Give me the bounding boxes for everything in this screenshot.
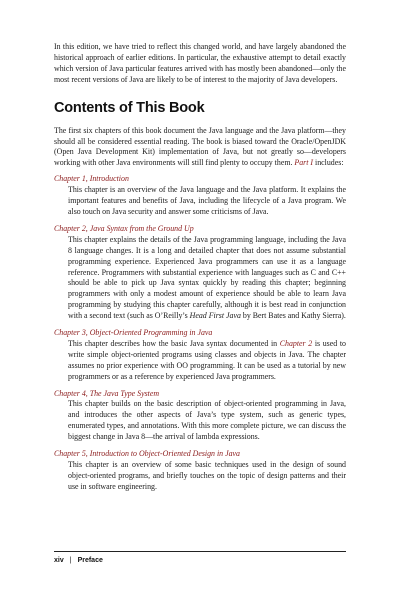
chapter-description: This chapter builds on the basic description of object-oriented programming in Java, and introduces the other aspects of Java’s type system, such as generic types, enumerated types, and annotations. With this more complete picture, we can discuss the biggest change in Java 8—the arrival of lambda expressions. xyxy=(68,399,346,442)
chapter-title-link[interactable]: Chapter 5, Introduction to Object-Oriented Design in Java xyxy=(54,449,240,459)
chapter-cross-reference-link[interactable]: Chapter 2 xyxy=(279,338,313,348)
page-number: xiv xyxy=(54,557,64,564)
lead-paragraph xyxy=(54,126,346,170)
lead-text: The first six chapters of this book document the Java language and the Java platform—they should all be considered essential reading. The book is biased toward the Oracle/OpenJDK (Open Java Development Kit) implementation of Java, but not greatly so—developers working with other Java environments will still find plenty to occupy them. xyxy=(54,125,346,168)
intro-paragraph: In this edition, we have tried to reflect this changed world, and have largely abandoned the historical approach of earlier editions. In particular, the exhaustive attempt to detail exactly which version of Java particular features arrived with has mostly been abandoned—only the most recent versions of Java are likely to be of interest to the majority of Java developers. xyxy=(54,42,346,84)
chapter-description: This chapter is an overview of some basic techniques used in the design of sound object-oriented programs, and briefly touches on the topic of design patterns and their use in software engineering. xyxy=(68,460,346,491)
part-reference-link[interactable]: Part I xyxy=(294,158,314,168)
section-heading: Contents of This Book xyxy=(54,99,205,116)
chapter-description-text: by Bert Bates and Kathy Sierra). xyxy=(240,311,346,321)
chapter-title-link[interactable]: Chapter 1, Introduction xyxy=(54,174,129,184)
lead-tail: includes: xyxy=(313,158,344,168)
chapter-entry xyxy=(54,174,346,218)
chapter-description-text: This chapter explains the details of the Java programming language, including the Java 8 language changes. It is a long and detailed chapter that does not assume substantial programming experience. Experienced Java programmers can use it as a language reference. Programmers with substantial experience with languages such as C and C++ should be able to pick up Java syntax quickly by reading this chapter; beginning programmers with only a modest amount of experience should be able to learn Java programming by studying this chapter carefully, although it is best read in conjunction with a second text (such as O’Reilly’s xyxy=(68,234,346,321)
chapter-description xyxy=(68,339,346,383)
chapter-title-link[interactable]: Chapter 3, Object-Oriented Programming in Java xyxy=(54,328,213,338)
chapter-entry xyxy=(54,389,346,444)
chapter-description: This chapter is an overview of the Java language and the Java platform. It explains the important features and benefits of Java, including the lifecycle of a Java program. We also touch on Java security and answer some criticisms of Java. xyxy=(68,185,346,216)
book-title: Head First Java xyxy=(189,311,241,321)
page-footer xyxy=(54,551,346,564)
chapter-entry xyxy=(54,449,346,493)
chapter-entry xyxy=(54,328,346,383)
chapter-entry xyxy=(54,224,346,322)
footer-section-name: Preface xyxy=(77,557,103,564)
footer-separator: | xyxy=(69,557,72,564)
page-body xyxy=(54,42,346,499)
chapter-description xyxy=(68,235,346,322)
chapter-title-link[interactable]: Chapter 4, The Java Type System xyxy=(54,388,160,398)
chapter-title-link[interactable]: Chapter 2, Java Syntax from the Ground Up xyxy=(54,223,194,233)
chapter-description-text: This chapter describes how the basic Java syntax documented in xyxy=(68,338,280,348)
chapter-description-text: is used to write simple object-oriented programs using classes and objects in Java. The chapter assumes no prior experience with OO programming. It can be used as a tutorial by new programmers or as a reference by experienced Java programmers. xyxy=(68,338,346,381)
